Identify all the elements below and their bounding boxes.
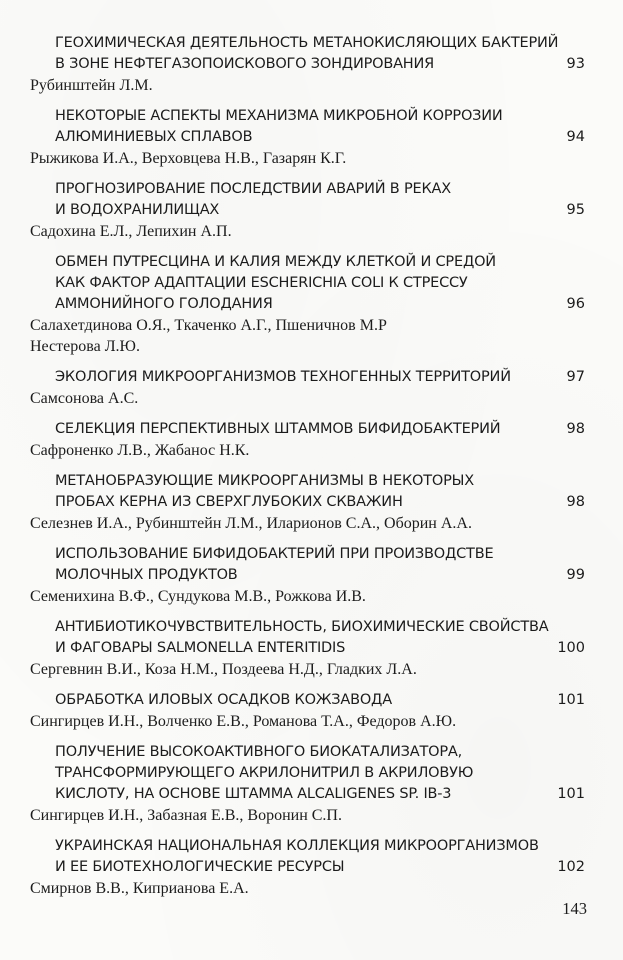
entry-title-line	[55, 127, 585, 148]
entry-title-line	[55, 742, 585, 763]
entry-title-text: ИСПОЛЬЗОВАНИЕ БИФИДОБАКТЕРИЙ ПРИ ПРОИЗВОДСТВЕ	[55, 546, 494, 562]
entry-title-line	[55, 273, 585, 294]
entry-authors-line: Салахетдинова О.Я., Ткаченко А.Г., Пшеничнов М.Р	[30, 317, 387, 334]
entry-authors-block	[30, 148, 585, 169]
entry-title-block	[55, 471, 585, 513]
toc-entry	[30, 471, 585, 534]
entry-title-line	[55, 492, 585, 513]
entry-title-text: ПОЛУЧЕНИЕ ВЫСОКОАКТИВНОГО БИОКАТАЛИЗАТОРА,	[55, 744, 463, 760]
entry-authors-line: Семенихина В.Ф., Сундукова М.В., Рожкова И.В.	[30, 588, 366, 605]
entry-authors-line: Садохина Е.Л., Лепихин А.П.	[30, 223, 232, 240]
entry-page-number: 100	[557, 640, 585, 656]
entry-title-text: И ЕЕ БИОТЕХНОЛОГИЧЕСКИЕ РЕСУРСЫ	[55, 859, 345, 875]
entry-title-line	[55, 367, 585, 388]
entry-title-text: ГЕОХИМИЧЕСКАЯ ДЕЯТЕЛЬНОСТЬ МЕТАНОКИСЛЯЮЩИХ БАКТЕРИЙ	[55, 35, 559, 51]
entry-authors-block	[30, 75, 585, 96]
entry-page-number: 98	[566, 494, 585, 510]
entry-title-text: МОЛОЧНЫХ ПРОДУКТОВ	[55, 567, 238, 583]
toc-entry	[30, 33, 585, 96]
entry-title-line	[55, 617, 585, 638]
entry-title-text: АЛЮМИНИЕВЫХ СПЛАВОВ	[55, 129, 253, 145]
entry-title-text: МЕТАНОБРАЗУЮЩИЕ МИКРООРГАНИЗМЫ В НЕКОТОРЫХ	[55, 473, 474, 489]
entry-page-number: 95	[566, 202, 585, 218]
entry-page-number: 97	[566, 369, 585, 385]
entry-title-text: ПРОГНОЗИРОВАНИЕ ПОСЛЕДСТВИИ АВАРИЙ В РЕКАХ	[55, 181, 452, 197]
entry-title-line	[55, 33, 585, 54]
toc-entry	[30, 419, 585, 461]
entry-page-number: 96	[566, 296, 585, 312]
entry-authors-block	[30, 221, 585, 242]
toc-entry	[30, 252, 585, 357]
entry-authors-block	[30, 659, 585, 680]
entry-authors-line: Смирнов В.В., Киприанова Е.А.	[30, 880, 249, 897]
entry-authors-block	[30, 440, 585, 461]
entry-page-number: 98	[566, 421, 585, 437]
entry-title-text: КАК ФАКТОР АДАПТАЦИИ ESCHERICHIA COLI К СТРЕССУ	[55, 275, 468, 291]
entry-authors-line: Рыжикова И.А., Верховцева Н.В., Газарян К.Г.	[30, 150, 347, 167]
entry-title-line	[55, 565, 585, 586]
entry-title-line	[55, 471, 585, 492]
entry-page-number: 99	[566, 567, 585, 583]
entry-authors-block	[30, 388, 585, 409]
entry-title-text: АНТИБИОТИКОЧУВСТВИТЕЛЬНОСТЬ, БИОХИМИЧЕСКИЕ СВОЙСТВА	[55, 619, 549, 635]
entry-title-text: ПРОБАХ КЕРНА ИЗ СВЕРХГЛУБОКИХ СКВАЖИН	[55, 494, 403, 510]
entry-title-text: ОБРАБОТКА ИЛОВЫХ ОСАДКОВ КОЖЗАВОДА	[55, 692, 392, 708]
entry-title-block	[55, 367, 585, 388]
entry-title-block	[55, 544, 585, 586]
toc-entry	[30, 836, 585, 899]
entry-page-number: 102	[557, 859, 585, 875]
entry-authors-block	[30, 586, 585, 607]
entry-title-line	[55, 836, 585, 857]
entry-title-line	[55, 857, 585, 878]
entry-authors-line: Сингирцев И.Н., Забазная Е.В., Воронин С.П.	[30, 807, 342, 824]
entry-title-line	[55, 294, 585, 315]
entry-page-number: 93	[566, 56, 585, 72]
entry-title-text: В ЗОНЕ НЕФТЕГАЗОПОИСКОВОГО ЗОНДИРОВАНИЯ	[55, 56, 435, 72]
toc-entry	[30, 617, 585, 680]
entry-title-block	[55, 690, 585, 711]
entry-title-line	[55, 179, 585, 200]
entry-authors-line: Сингирцев И.Н., Волченко Е.В., Романова Т.А., Федоров А.Ю.	[30, 713, 457, 730]
entry-page-number: 94	[566, 129, 585, 145]
entry-authors-line: Нестерова Л.Ю.	[30, 338, 140, 355]
toc-entry	[30, 690, 585, 732]
entry-title-block	[55, 252, 585, 315]
toc-entries	[30, 33, 585, 899]
entry-page-number: 101	[557, 786, 585, 802]
entry-title-block	[55, 742, 585, 805]
entry-title-block	[55, 33, 585, 75]
entry-title-block	[55, 106, 585, 148]
entry-title-line	[55, 544, 585, 565]
entry-authors-line: Сафроненко Л.В., Жабанос Н.К.	[30, 442, 250, 459]
entry-title-line	[55, 784, 585, 805]
toc-entry	[30, 367, 585, 409]
entry-authors-block	[30, 805, 585, 826]
entry-title-line	[55, 106, 585, 127]
entry-title-text: УКРАИНСКАЯ НАЦИОНАЛЬНАЯ КОЛЛЕКЦИЯ МИКРООРГАНИЗМОВ	[55, 838, 539, 854]
entry-authors-block	[30, 513, 585, 534]
entry-authors-block	[30, 711, 585, 732]
toc-entry	[30, 742, 585, 826]
entry-title-line	[55, 252, 585, 273]
entry-title-text: ЭКОЛОГИЯ МИКРООРГАНИЗМОВ ТЕХНОГЕННЫХ ТЕРРИТОРИЙ	[55, 369, 511, 385]
entry-title-line	[55, 54, 585, 75]
entry-title-block	[55, 617, 585, 659]
entry-authors-line: Селезнев И.А., Рубинштейн Л.М., Иларионов С.А., Оборин А.А.	[30, 515, 472, 532]
entry-title-text: СЕЛЕКЦИЯ ПЕРСПЕКТИВНЫХ ШТАММОВ БИФИДОБАКТЕРИЙ	[55, 421, 501, 437]
entry-title-line	[55, 763, 585, 784]
entry-title-text: И ФАГОВАРЫ SALMONELLA ENTERITIDIS	[55, 640, 346, 656]
toc-entry	[30, 544, 585, 607]
entry-title-block	[55, 836, 585, 878]
entry-title-block	[55, 179, 585, 221]
entry-title-text: НЕКОТОРЫЕ АСПЕКТЫ МЕХАНИЗМА МИКРОБНОЙ КОРРОЗИИ	[55, 108, 503, 124]
entry-authors-block	[30, 878, 585, 899]
entry-title-line	[55, 690, 585, 711]
entry-page-number: 101	[557, 692, 585, 708]
entry-authors-line: Самсонова А.С.	[30, 390, 139, 407]
entry-title-text: АММОНИЙНОГО ГОЛОДАНИЯ	[55, 296, 273, 312]
entry-title-text: И ВОДОХРАНИЛИЩАХ	[55, 202, 220, 218]
entry-authors-line: Сергевнин В.И., Коза Н.М., Поздеева Н.Д., Гладких Л.А.	[30, 661, 417, 678]
entry-authors-line: Рубинштейн Л.М.	[30, 77, 153, 94]
page-folio-number: 143	[562, 899, 587, 918]
entry-authors-block	[30, 315, 585, 357]
toc-entry	[30, 179, 585, 242]
entry-title-line	[55, 200, 585, 221]
entry-title-line	[55, 638, 585, 659]
entry-title-text: ТРАНСФОРМИРУЮЩЕГО АКРИЛОНИТРИЛ В АКРИЛОВУЮ	[55, 765, 474, 781]
entry-title-text: ОБМЕН ПУТРЕСЦИНА И КАЛИЯ МЕЖДУ КЛЕТКОЙ И СРЕДОЙ	[55, 254, 496, 270]
toc-entry	[30, 106, 585, 169]
entry-title-block	[55, 419, 585, 440]
entry-title-text: КИСЛОТУ, НА ОСНОВЕ ШТАММА ALCALIGENES SP. IB-3	[55, 786, 452, 802]
entry-title-line	[55, 419, 585, 440]
